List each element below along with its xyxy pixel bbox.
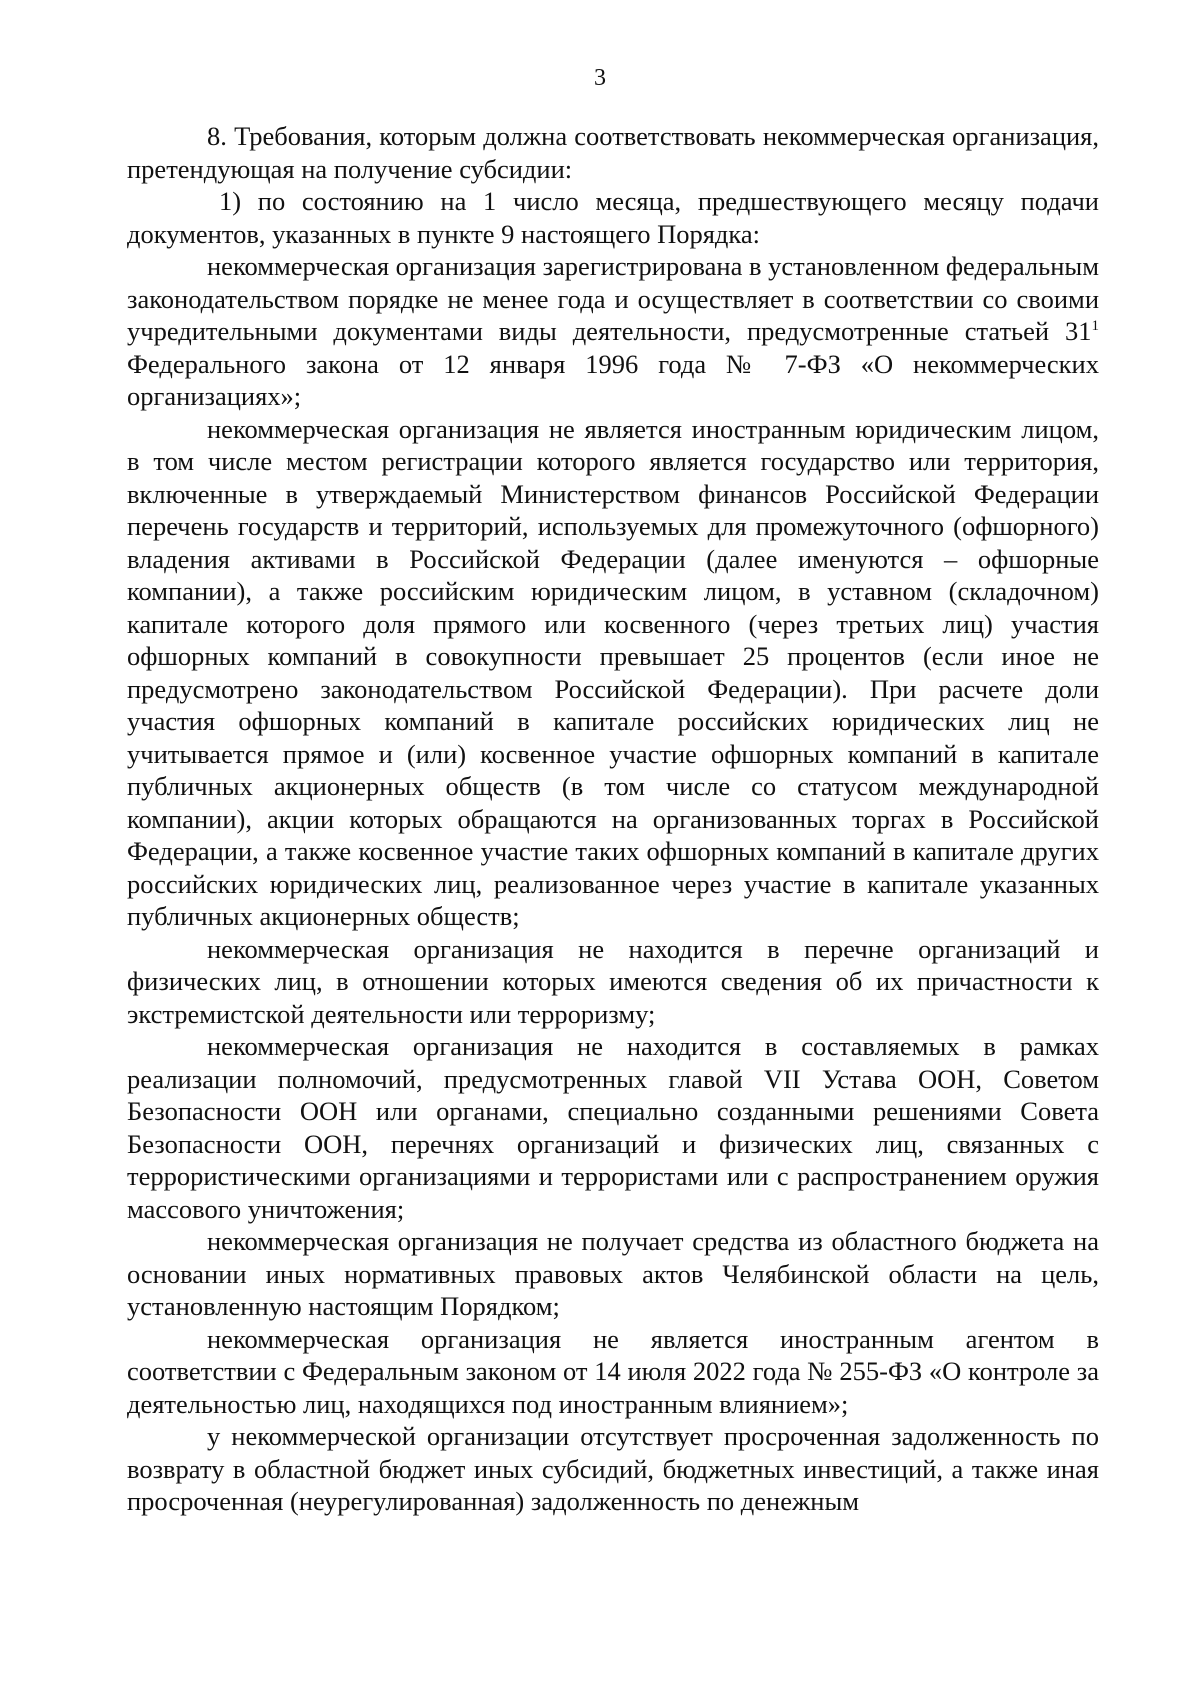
paragraph-subitem-1: 1) по состоянию на 1 число месяца, предшествующего месяцу подачи документов, указанных в пункте 9 настоящего Порядка:	[127, 186, 1099, 249]
paragraph-requirements-intro: 8. Требования, которым должна соответствовать некоммерческая организация, претендующая на получение субсидии:	[127, 121, 1099, 184]
paragraph-debt: у некоммерческой организации отсутствует просроченная задолженность по возврату в областной бюджет иных субсидий, бюджетных инвестиций, а также иная просроченная (неурегулированная) задолженность по денежным	[127, 1421, 1099, 1516]
page-number: 3	[594, 65, 606, 91]
paragraph-registration	[127, 250, 1099, 413]
paragraph-budget-funds: некоммерческая организация не получает средства из областного бюджета на основании иных нормативных правовых актов Челябинской области на цель, установленную настоящим Порядком;	[127, 1226, 1099, 1321]
paragraph-un-sanctions: некоммерческая организация не находится в составляемых в рамках реализации полномочий, предусмотренных главой VII Устава ООН, Советом Безопасности ООН или органами, специально созданными решениями Совета Безопасности ООН, перечнях организаций и физических лиц, связанных с террористическими организациями и террористами или с распространением оружия массового уничтожения;	[127, 1031, 1099, 1224]
article-superscript: 1	[1091, 318, 1099, 335]
document-body	[127, 120, 1099, 1518]
paragraph-extremism: некоммерческая организация не находится в перечне организаций и физических лиц, в отношении которых имеются сведения об их причастности к экстремистской деятельности или терроризму;	[127, 933, 1099, 1029]
paragraph-foreign-agent: некоммерческая организация не является иностранным агентом в соответствии с Федеральным законом от 14 июля 2022 года № 255-ФЗ «О контроле за деятельностью лиц, находящихся под иностранным влиянием»;	[127, 1323, 1099, 1419]
registration-text-start: некоммерческая организация зарегистрирована в установленном федеральным законодательством порядке не менее года и осуществляет в соответствии со своими учредительными документами виды деятельности, предусмотренные статьей 31	[127, 251, 1099, 346]
paragraph-offshore: некоммерческая организация не является иностранным юридическим лицом, в том числе местом регистрации которого является государство или территория, включенные в утверждаемый Министерством финансов Российской Федерации перечень государств и территорий, используемых для промежуточного (офшорного) владения активами в Российской Федерации (далее именуются – офшорные компании), а также российским юридическим лицом, в уставном (складочном) капитале которого доля прямого или косвенного (через третьих лиц) участия офшорных компаний в совокупности превышает 25 процентов (если иное не предусмотрено законодательством Российской Федерации). При расчете доли участия офшорных компаний в капитале российских юридических лиц не учитывается прямое и (или) косвенное участие офшорных компаний в капитале публичных акционерных обществ (в том числе со статусом международной компании), акции которых обращаются на организованных торгах в Российской Федерации, а также косвенное участие таких офшорных компаний в капитале других российских юридических лиц, реализованное через участие в капитале указанных публичных акционерных обществ;	[127, 413, 1099, 931]
registration-text-end: Федерального закона от 12 января 1996 года № 7-ФЗ «О некоммерческих организациях»;	[127, 348, 1099, 411]
